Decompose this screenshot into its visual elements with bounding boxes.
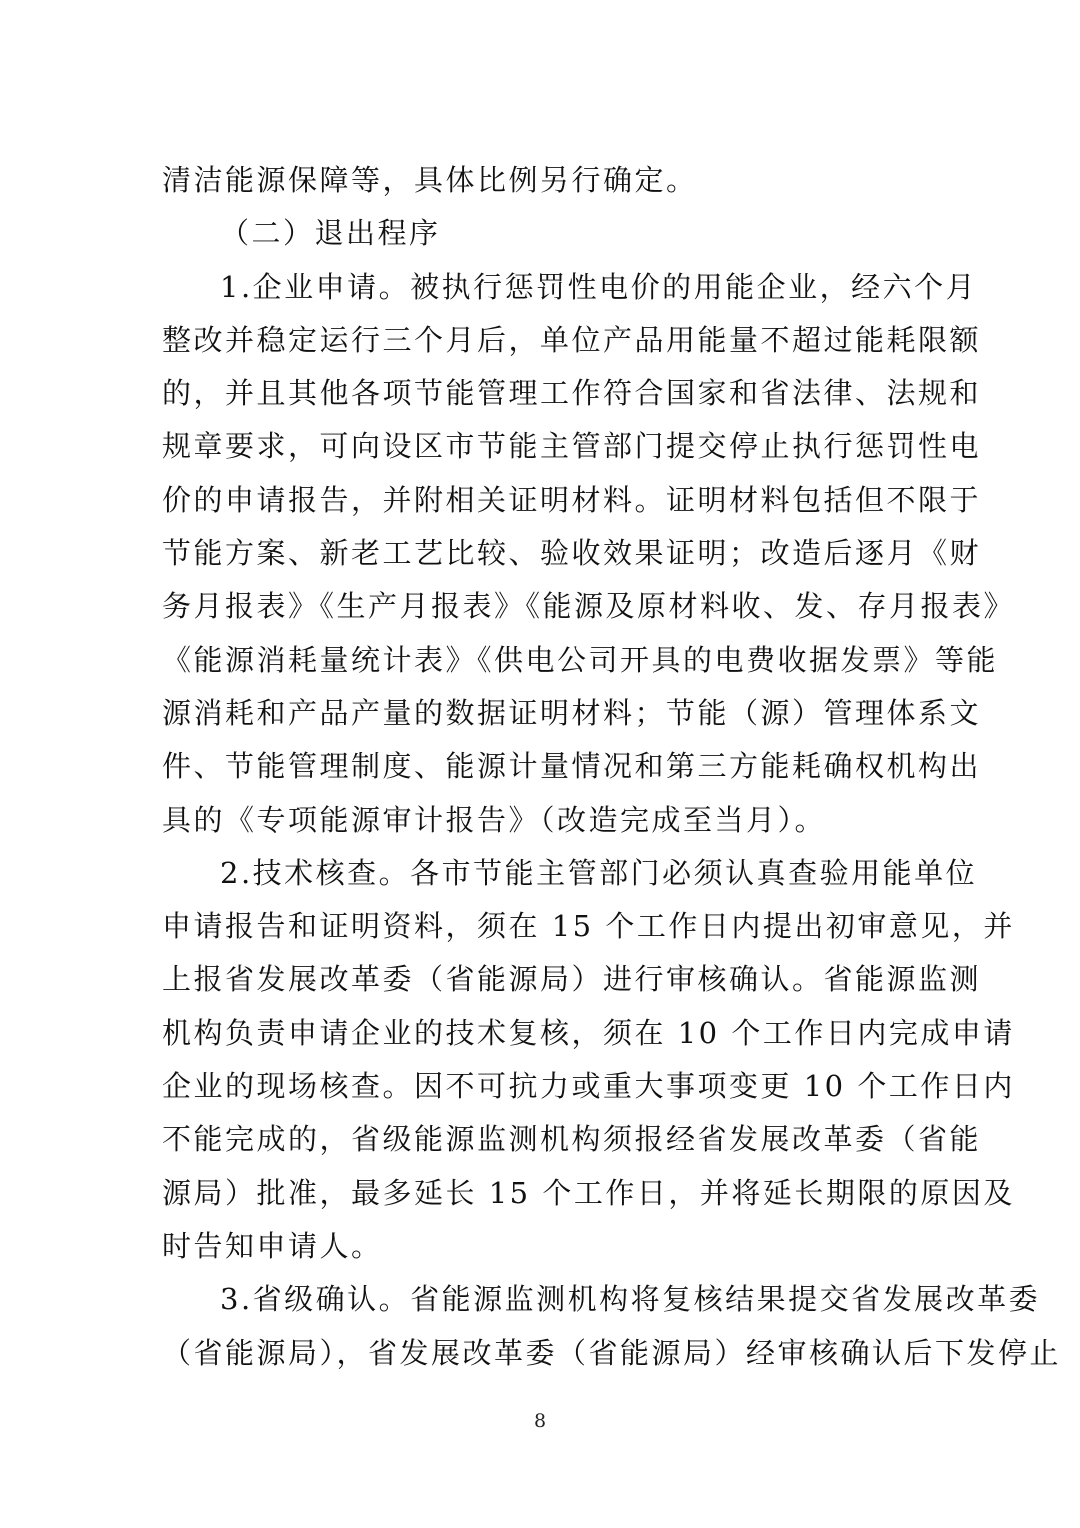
text-line: 务月报表》《生产月报表》《能源及原材料收、发、存月报表》 [162,589,1016,624]
text-line: 时告知申请人。 [162,1228,383,1263]
text-line: 源局）批准，最多延长 15 个工作日，并将延长期限的原因及 [162,1175,1015,1210]
text-line: 不能完成的，省级能源监测机构须报经省发展改革委（省能 [162,1122,982,1157]
text-line: 《能源消耗量统计表》《供电公司开具的电费收据发票》等能 [162,642,999,677]
text-line: 上报省发展改革委（省能源局）进行审核确认。省能源监测 [162,962,982,997]
section-heading: （二）退出程序 [220,216,441,251]
text-line: 源消耗和产品产量的数据证明材料；节能（源）管理体系文 [162,695,982,730]
text-line: 具的《专项能源审计报告》（改造完成至当月）。 [162,802,827,837]
body-text [162,154,1062,1380]
text-line: 机构负责申请企业的技术复核，须在 10 个工作日内完成申请 [162,1015,1015,1050]
text-line: 整改并稳定运行三个月后，单位产品用能量不超过能耗限额 [162,322,982,357]
text-line: 价的申请报告，并附相关证明材料。证明材料包括但不限于 [162,482,982,517]
text-line: 3.省级确认。省能源监测机构将复核结果提交省发展改革委 [220,1282,1041,1317]
text-line: 企业的现场核查。因不可抗力或重大事项变更 10 个工作日内 [162,1069,1015,1104]
text-line: 规章要求，可向设区市节能主管部门提交停止执行惩罚性电 [162,429,982,464]
text-line: 2.技术核查。各市节能主管部门必须认真查验用能单位 [220,855,978,890]
text-line: 申请报告和证明资料，须在 15 个工作日内提出初审意见，并 [162,909,1015,944]
text-line: 件、节能管理制度、能源计量情况和第三方能耗确权机构出 [162,749,982,784]
page-number: 8 [533,1410,547,1432]
text-line: （省能源局），省发展改革委（省能源局）经审核确认后下发停止 [162,1335,1062,1370]
text-line: 节能方案、新老工艺比较、验收效果证明；改造后逐月《财 [162,536,982,571]
text-line: 的，并且其他各项节能管理工作符合国家和省法律、法规和 [162,376,982,411]
text-line: 1.企业申请。被执行惩罚性电价的用能企业，经六个月 [220,269,978,304]
text-line: 清洁能源保障等，具体比例另行确定。 [162,163,698,197]
